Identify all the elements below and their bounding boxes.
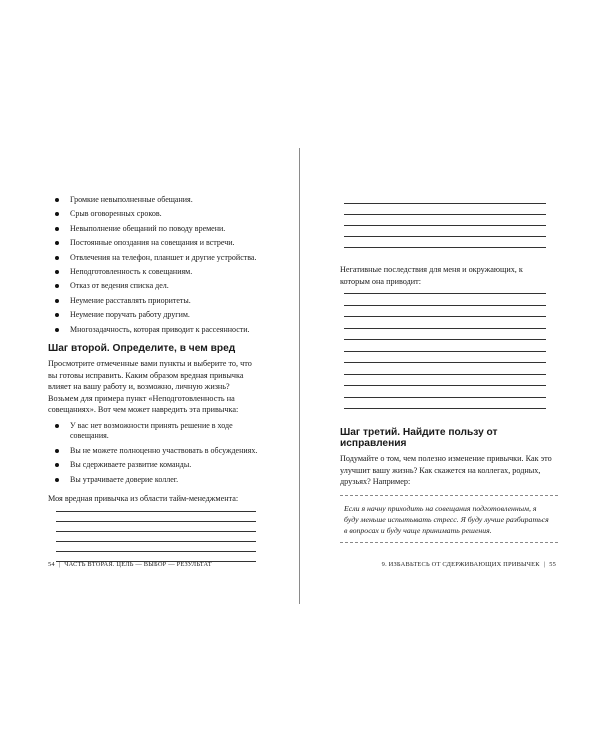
right-page-content	[340, 195, 554, 543]
habit-prompt: Моя вредная привычка из области тайм-менеджмента:	[48, 494, 239, 504]
step3-paragraph: Подумайте о том, чем полезно изменение привычки. Как это улучшит вашу жизнь? Как скажется на коллегах, родных, друзьях? Например:	[340, 454, 552, 487]
footer-separator: |	[543, 561, 546, 568]
writing-line[interactable]	[56, 551, 256, 552]
writing-line[interactable]	[344, 408, 546, 409]
list-item: Вы сдерживаете развитие команды.	[48, 460, 260, 471]
harm-list	[48, 421, 260, 485]
page-number: 55	[549, 561, 556, 568]
step2-paragraph: Просмотрите отмеченные вами пункты и выберите то, что вы готовы исправить. Каким образом вредная привычка влияет на вашу работу и, возможно, личную жизнь? Возьмем для примера пункт «Неподготовленность на совещаниях». Вот чем может навредить эта привычка:	[48, 359, 252, 415]
writing-line[interactable]	[56, 511, 256, 512]
writing-line[interactable]	[344, 316, 546, 317]
list-item: Невыполнение обещаний по поводу времени.	[48, 224, 260, 235]
list-item: Неумение поручать работу другим.	[48, 310, 260, 321]
consequences-prompt: Негативные последствия для меня и окружающих, к которым она приводит:	[340, 265, 523, 286]
right-page	[300, 0, 600, 750]
harm-writing-lines-top[interactable]	[340, 203, 554, 248]
list-item: Отказ от ведения списка дел.	[48, 281, 260, 292]
habit-writing-lines[interactable]	[48, 511, 260, 562]
writing-line[interactable]	[344, 293, 546, 294]
list-item: Вы утрачиваете доверие коллег.	[48, 475, 260, 486]
list-item: Постоянные опоздания на совещания и встречи.	[48, 238, 260, 249]
left-page-content	[48, 195, 260, 562]
footer-separator: |	[58, 561, 61, 568]
writing-line[interactable]	[344, 397, 546, 398]
writing-line[interactable]	[344, 351, 546, 352]
writing-line[interactable]	[344, 214, 546, 215]
writing-line[interactable]	[344, 385, 546, 386]
writing-line[interactable]	[56, 541, 256, 542]
writing-line[interactable]	[344, 203, 546, 204]
list-item: Многозадачность, которая приводит к рассеянности.	[48, 325, 260, 336]
writing-line[interactable]	[344, 339, 546, 340]
list-item: Громкие невыполненные обещания.	[48, 195, 260, 206]
right-footer	[382, 561, 556, 568]
example-quote: Если я начну приходить на совещания подготовленным, я буду меньше испытывать стресс. Я буду лучше разбираться в вопросах и буду чаще принимать решения.	[340, 495, 558, 543]
list-item: Неподготовленность к совещаниям.	[48, 267, 260, 278]
writing-line[interactable]	[344, 236, 546, 237]
consequences-writing-lines[interactable]	[340, 293, 554, 409]
step2-heading: Шаг второй. Определите, в чем вред	[48, 343, 236, 355]
list-item: Срыв оговоренных сроков.	[48, 209, 260, 220]
running-head: ЧАСТЬ ВТОРАЯ. ЦЕЛЬ — ВЫБОР — РЕЗУЛЬТАТ	[64, 561, 212, 568]
writing-line[interactable]	[344, 362, 546, 363]
list-item: Вы не можете полноценно участвовать в обсуждениях.	[48, 446, 260, 457]
left-footer	[48, 561, 212, 568]
list-item: Неумение расставлять приоритеты.	[48, 296, 260, 307]
writing-line[interactable]	[344, 328, 546, 329]
writing-line[interactable]	[344, 374, 546, 375]
list-item: Отвлечения на телефон, планшет и другие устройства.	[48, 253, 260, 264]
step3-heading: Шаг третий. Найдите пользу от исправления	[340, 427, 498, 450]
list-item: У вас нет возможности принять решение в ходе совещания.	[48, 421, 260, 442]
writing-line[interactable]	[56, 521, 256, 522]
page-number: 54	[48, 561, 55, 568]
running-head: 9. ИЗБАВЬТЕСЬ ОТ СДЕРЖИВАЮЩИХ ПРИВЫЧЕК	[381, 561, 540, 568]
habit-checklist	[48, 195, 260, 335]
writing-line[interactable]	[344, 305, 546, 306]
writing-line[interactable]	[344, 225, 546, 226]
writing-line[interactable]	[56, 531, 256, 532]
writing-line[interactable]	[344, 247, 546, 248]
